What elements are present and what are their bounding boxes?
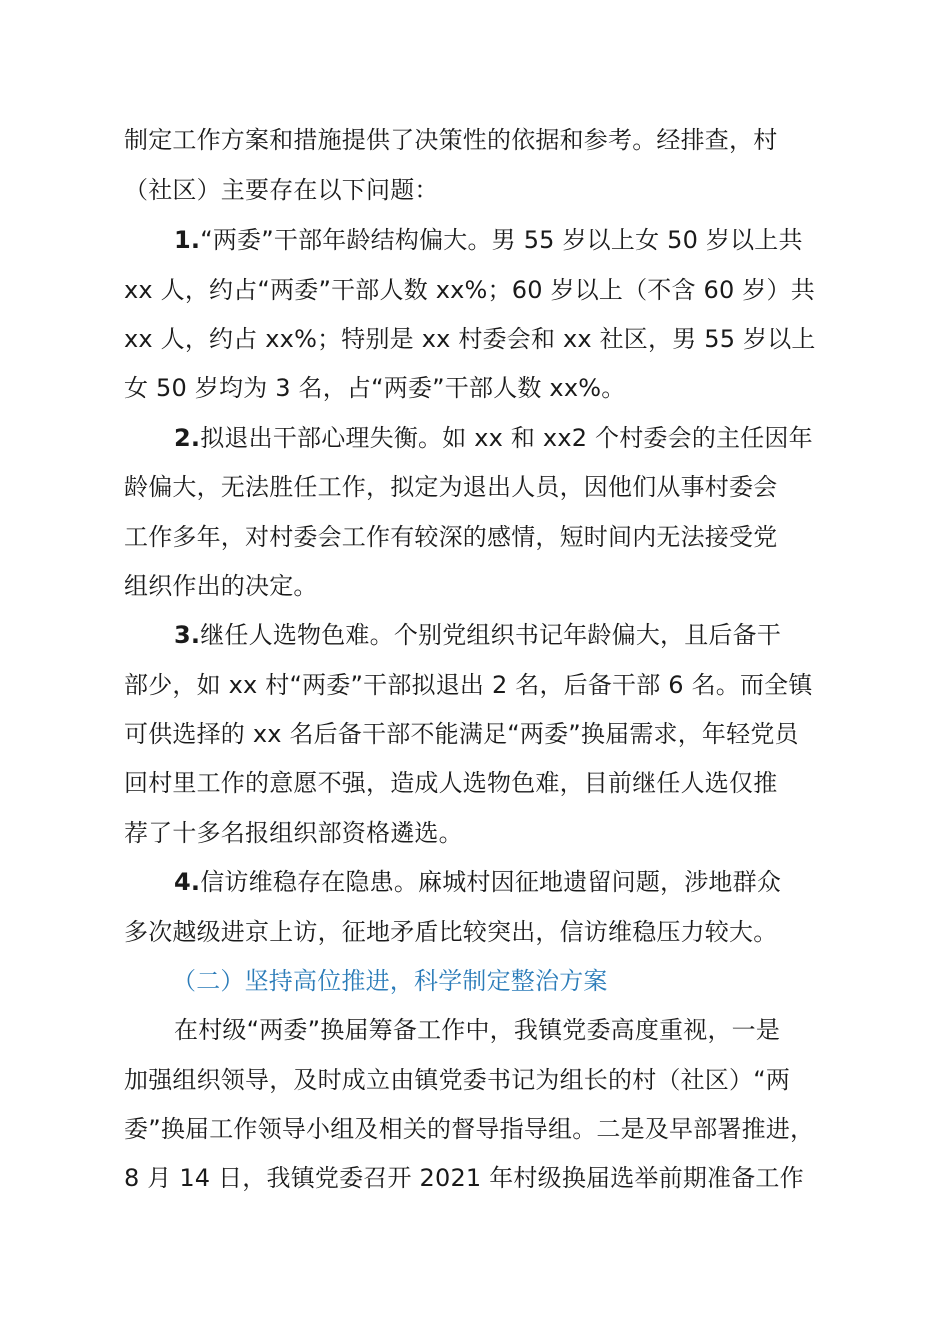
intro-line-1: 制定工作方案和措施提供了决策性的依据和参考。经排查，村 — [124, 126, 778, 154]
item-1-line-1 — [174, 224, 803, 256]
item-1-line-3: xx 人，约占 xx%；特别是 xx 村委会和 xx 社区，男 55 岁以上 — [124, 325, 816, 353]
item-3-line-4: 回村里工作的意愿不强，造成人选物色难，目前继任人选仅推 — [124, 769, 778, 797]
item-2-line-1 — [174, 422, 813, 454]
item-2-line-3: 工作多年，对村委会工作有较深的感情，短时间内无法接受党 — [124, 523, 778, 551]
section-body-line-4: 8 月 14 日，我镇党委召开 2021 年村级换届选举前期准备工作 — [124, 1164, 804, 1192]
item-2-line-2: 龄偏大，无法胜任工作，拟定为退出人员，因他们从事村委会 — [124, 473, 778, 501]
item-1-line-4: 女 50 岁均为 3 名，占“两委”干部人数 xx%。 — [124, 374, 626, 402]
item-1-number: 1. — [174, 226, 201, 254]
item-1-text: “两委”干部年龄结构偏大。男 55 岁以上女 50 岁以上共 — [200, 226, 803, 254]
intro-line-2: （社区）主要存在以下问题： — [124, 176, 439, 204]
item-4-number: 4. — [174, 868, 201, 896]
item-2-number: 2. — [174, 424, 201, 452]
item-3-line-3: 可供选择的 xx 名后备干部不能满足“两委”换届需求，年轻党员 — [124, 720, 799, 748]
item-3-line-2: 部少，如 xx 村“两委”干部拟退出 2 名，后备干部 6 名。而全镇 — [124, 671, 813, 699]
section-body-line-1: 在村级“两委”换届筹备工作中，我镇党委高度重视，一是 — [174, 1016, 781, 1044]
section-heading: （二）坚持高位推进，科学制定整治方案 — [172, 967, 608, 995]
item-3-number: 3. — [174, 621, 201, 649]
item-4-line-2: 多次越级进京上访，征地矛盾比较突出，信访维稳压力较大。 — [124, 918, 778, 946]
item-4-text: 信访维稳存在隐患。麻城村因征地遗留问题，涉地群众 — [200, 868, 782, 896]
item-4-line-1 — [174, 866, 781, 898]
item-3-line-5: 荐了十多名报组织部资格遴选。 — [124, 819, 463, 847]
item-2-line-4: 组织作出的决定。 — [124, 572, 318, 600]
item-1-line-2: xx 人，约占“两委”干部人数 xx%；60 岁以上（不含 60 岁）共 — [124, 276, 815, 304]
section-body-line-3: 委”换届工作领导小组及相关的督导指导组。二是及早部署推进， — [124, 1115, 815, 1143]
item-3-line-1 — [174, 619, 781, 651]
section-body-line-2: 加强组织领导，及时成立由镇党委书记为组长的村（社区）“两 — [124, 1066, 791, 1094]
item-2-text: 拟退出干部心理失衡。如 xx 和 xx2 个村委会的主任因年 — [200, 424, 813, 452]
item-3-text: 继任人选物色难。个别党组织书记年龄偏大，且后备干 — [200, 621, 782, 649]
